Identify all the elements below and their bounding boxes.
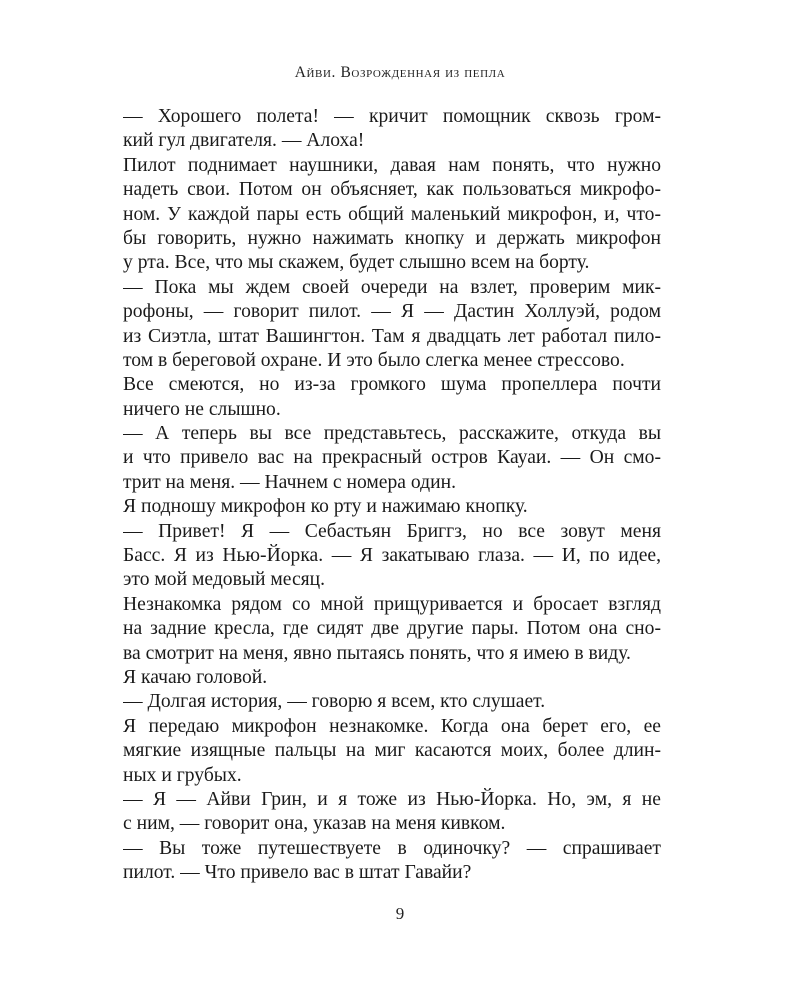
text-line: ничего не слышно.: [123, 398, 281, 420]
text-line: Все смеются, но из-за громкого шума пропеллера почти: [123, 374, 661, 396]
text-line: бы говорить, нужно нажимать кнопку и держать микрофон: [123, 227, 661, 249]
text-line: — Хорошего полета! — кричит помощник сквозь гром-: [123, 106, 661, 127]
text-line: ных и грубых.: [123, 764, 242, 786]
text-line: — Привет! Я — Себастьян Бриггз, но все зовут меня: [123, 520, 661, 542]
text-line: трит на меня. — Начнем с номера один.: [123, 471, 456, 493]
text-line: — А теперь вы все представьтесь, расскажите, откуда вы: [123, 423, 661, 445]
page-number: 9: [395, 904, 405, 923]
text-line: и что привело вас на прекрасный остров Кауаи. — Он смо-: [123, 447, 661, 469]
text-line: — Долгая история, — говорю я всем, кто слушает.: [123, 691, 546, 713]
text-line: надеть свои. Потом он объясняет, как пользоваться микрофо-: [123, 179, 661, 201]
text-line: Незнакомка рядом со мной прищуривается и бросает взгляд: [123, 593, 661, 615]
text-line: ном. У каждой пары есть общий маленький микрофон, и, что-: [123, 203, 661, 225]
text-line: у рта. Все, что мы скажем, будет слышно всем на борту.: [123, 252, 590, 274]
text-line: Я передаю микрофон незнакомке. Когда она берет его, ее: [123, 715, 661, 737]
body-text: [123, 105, 661, 886]
running-title: Айви. Возрожденная из пепла: [294, 64, 506, 81]
text-line: на задние кресла, где сидят две другие пары. Потом она сно-: [123, 618, 661, 640]
text-line: ва смотрит на меня, явно пытаясь понять, что я имею в виду.: [123, 642, 631, 664]
text-line: — Пока мы ждем своей очереди на взлет, проверим мик-: [123, 276, 661, 298]
text-line: это мой медовый месяц.: [123, 569, 326, 591]
text-line: с ним, — говорит она, указав на меня кивком.: [123, 813, 506, 835]
text-line: кий гул двигателя. — Алоха!: [123, 130, 365, 152]
text-line: том в береговой охране. И это было слегка менее стрессово.: [123, 349, 625, 371]
text-line: Я качаю головой.: [123, 666, 268, 688]
text-line: — Вы тоже путешествуете в одиночку? — спрашивает: [123, 837, 661, 859]
text-line: рофоны, — говорит пилот. — Я — Дастин Холлуэй, родом: [123, 301, 661, 323]
text-line: Пилот поднимает наушники, давая нам понять, что нужно: [123, 154, 661, 176]
text-line: мягкие изящные пальцы на миг касаются моих, более длин-: [123, 740, 661, 762]
text-line: — Я — Айви Грин, и я тоже из Нью-Йорка. Но, эм, я не: [123, 788, 661, 810]
text-line: Я подношу микрофон ко рту и нажимаю кнопку.: [123, 496, 528, 518]
text-line: пилот. — Что привело вас в штат Гавайи?: [123, 862, 472, 884]
text-line: Басс. Я из Нью-Йорка. — Я закатываю глаза. — И, по идее,: [123, 545, 661, 567]
text-line: из Сиэтла, штат Вашингтон. Там я двадцать лет работал пило-: [123, 325, 661, 347]
